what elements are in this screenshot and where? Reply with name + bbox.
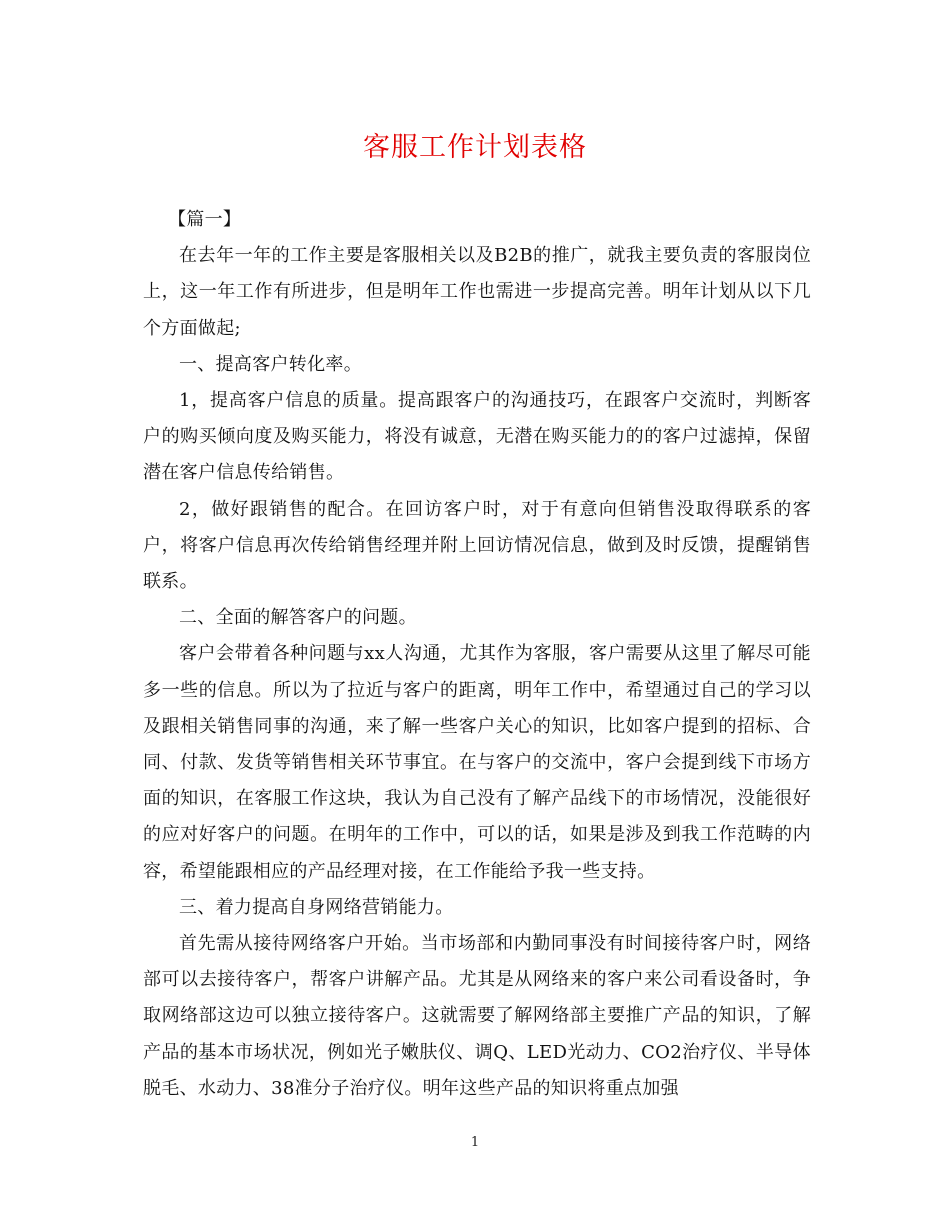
document-title: 客服工作计划表格: [363, 132, 587, 163]
paragraph-network-marketing: 首先需从接待网络客户开始。当市场部和内勤同事没有时间接待客户时，网络部可以去接待客户，帮客户讲解产品。尤其是从网络来的客户来公司看设备时，争取网络部这边可以独立接待客户。这就需要了解网络部主要推广产品的知识，了解产品的基本市场状况，例如光子嫩肤仪、调Q、LED光动力、CO2治疗仪、半导体脱毛、水动力、38准分子治疗仪。明年这些产品的知识将重点加强: [143, 933, 811, 1099]
paragraph-item-1: 1，提高客户信息的质量。提高跟客户的沟通技巧，在跟客户交流时，判断客户的购买倾向度及购买能力，将没有诚意，无潜在购买能力的的客户过滤掉，保留潜在客户信息传给销售。: [143, 390, 811, 484]
page-number: 1: [470, 1135, 480, 1150]
heading-answer-questions: 二、全面的解答客户的问题。: [179, 607, 417, 629]
section-label: 【篇一】: [168, 209, 242, 230]
heading-network-marketing: 三、着力提高自身网络营销能力。: [179, 896, 454, 918]
heading-conversion-rate: 一、提高客户转化率。: [179, 353, 362, 375]
paragraph-item-2: 2，做好跟销售的配合。在回访客户时，对于有意向但销售没取得联系的客户，将客户信息再次传给销售经理并附上回访情况信息，做到及时反馈，提醒销售联系。: [143, 498, 811, 593]
paragraph-answer-questions: 客户会带着各种问题与xx人沟通，尤其作为客服，客户需要从这里了解尽可能多一些的信息。所以为了拉近与客户的距离，明年工作中，希望通过自己的学习以及跟相关销售同事的沟通，来了解一些客户关心的知识，比如客户提到的招标、合同、付款、发货等销售相关环节事宜。在与客户的交流中，客户会提到线下市场方面的知识，在客服工作这块，我认为自己没有了解产品线下的市场情况，没能很好的应对好客户的问题。在明年的工作中，可以的话，如果是涉及到我工作范畴的内容，希望能跟相应的产品经理对接，在工作能给予我一些支持。: [143, 643, 811, 882]
paragraph-intro: 在去年一年的工作主要是客服相关以及B2B的推广，就我主要负责的客服岗位上，这一年工作有所进步，但是明年工作也需进一步提高完善。明年计划从以下几个方面做起;: [143, 245, 811, 339]
document-body: [143, 202, 811, 1107]
